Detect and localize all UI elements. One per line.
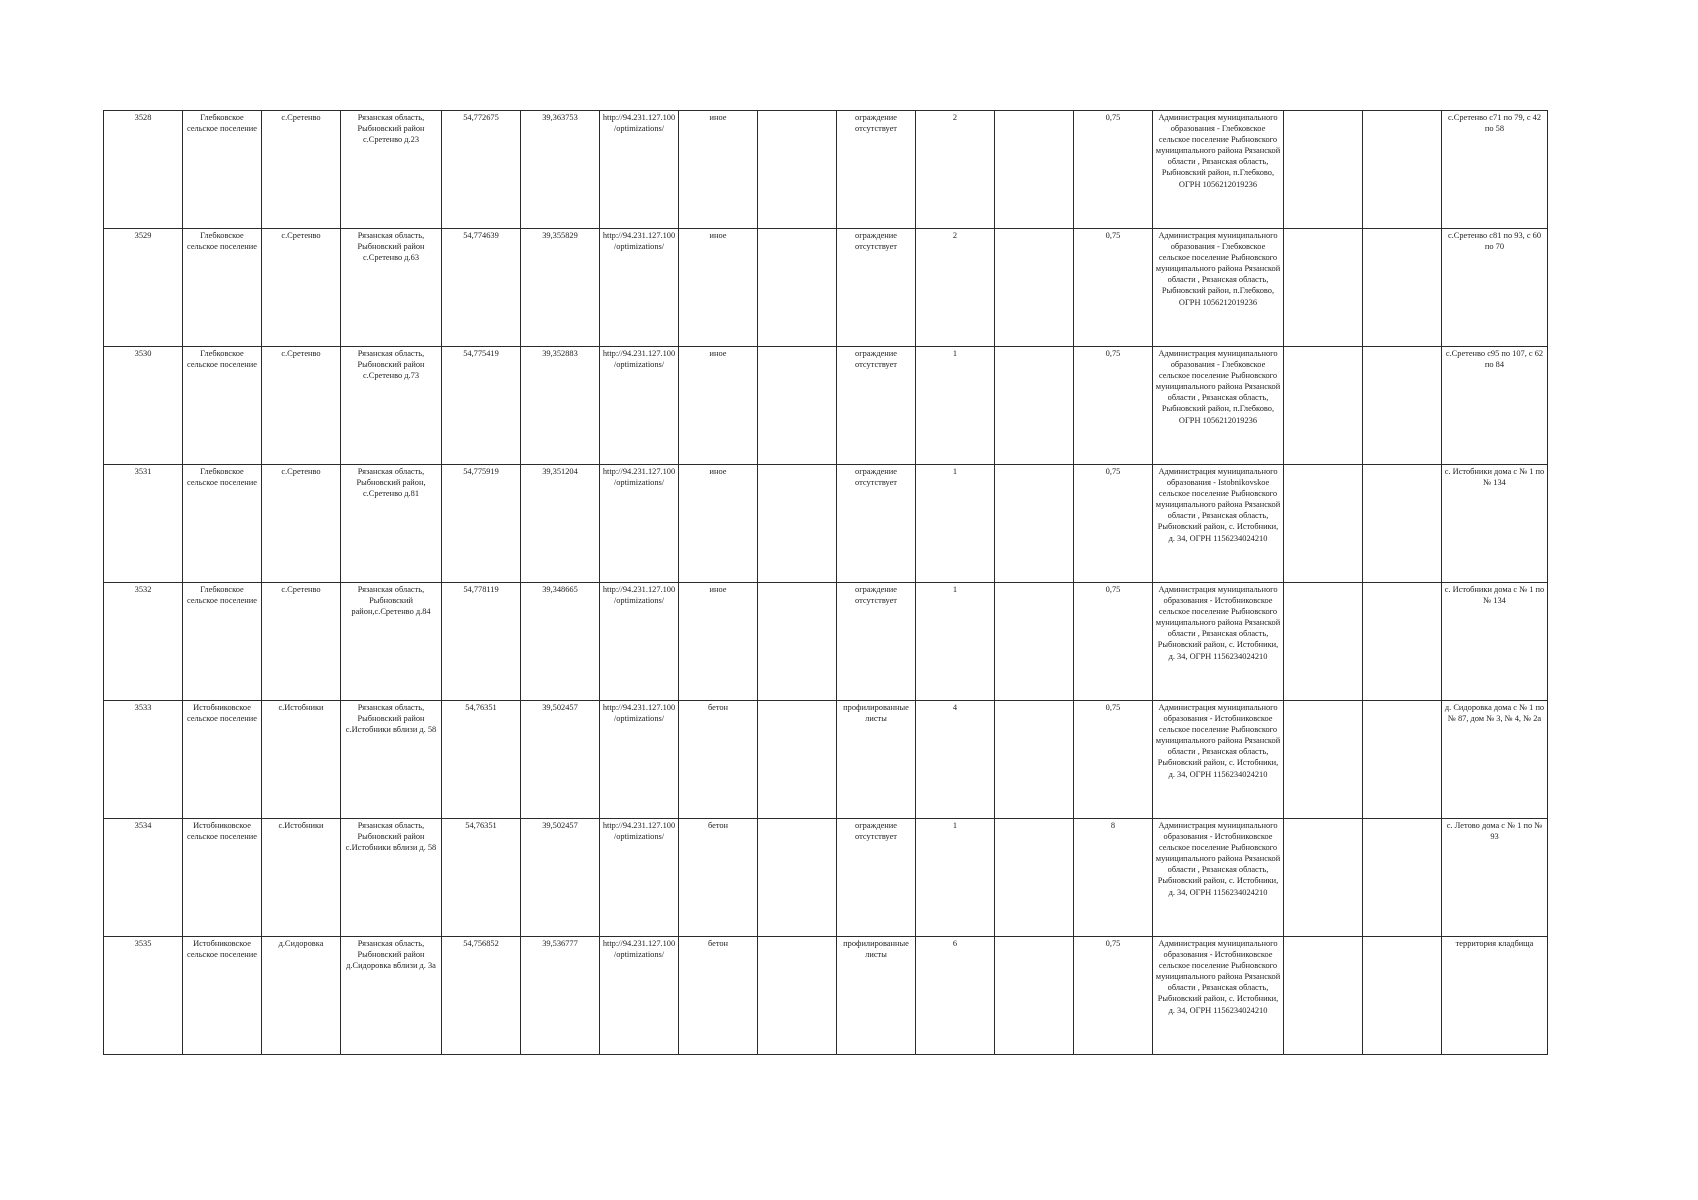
served-area-cell: с.Сретенво с95 по 107, с 62 по 84 <box>1442 347 1548 465</box>
surface-cell: иное <box>679 111 758 229</box>
url-cell: http://94.231.127.100/optimizations/ <box>600 937 679 1055</box>
address-cell: Рязанская область, Рыбновский район с.Сретенво д.73 <box>341 347 442 465</box>
table-row <box>104 465 1548 583</box>
owner-cell: Администрация муниципального образования - Истобниковское сельское поселение Рыбновского муниципального района Рязанской области , Рязанская область, Рыбновский район, с. Истобники, д. 34, ОГРН 1156234024210 <box>1153 819 1284 937</box>
table-row <box>104 347 1548 465</box>
latitude-cell: 54,76351 <box>442 701 521 819</box>
row-number-cell: 3530 <box>104 347 183 465</box>
table-row <box>104 937 1548 1055</box>
row-number-cell: 3531 <box>104 465 183 583</box>
address-cell: Рязанская область, Рыбновский район, с.Сретенво д.81 <box>341 465 442 583</box>
latitude-cell: 54,772675 <box>442 111 521 229</box>
empty-cell <box>1363 465 1442 583</box>
owner-cell: Администрация муниципального образования - Истобниковское сельское поселение Рыбновского муниципального района Рязанской области , Рязанская область, Рыбновский район, с. Истобники, д. 34, ОГРН 1156234024210 <box>1153 937 1284 1055</box>
container-count-cell: 1 <box>916 465 995 583</box>
served-area-cell: территория кладбища <box>1442 937 1548 1055</box>
container-volume-cell: 0,75 <box>1074 701 1153 819</box>
empty-cell <box>1363 583 1442 701</box>
owner-cell: Администрация муниципального образования - Истобниковское сельское поселение Рыбновского муниципального района Рязанской области , Рязанская область, Рыбновский район, с. Истобники, д. 34, ОГРН 1156234024210 <box>1153 583 1284 701</box>
empty-cell <box>1284 701 1363 819</box>
empty-cell <box>1284 937 1363 1055</box>
row-number-cell: 3528 <box>104 111 183 229</box>
fence-cell: ограждение отсутствует <box>837 347 916 465</box>
table-row <box>104 229 1548 347</box>
container-volume-cell: 0,75 <box>1074 583 1153 701</box>
empty-cell <box>1363 937 1442 1055</box>
empty-cell <box>1363 111 1442 229</box>
container-count-cell: 1 <box>916 819 995 937</box>
empty-cell <box>758 347 837 465</box>
empty-cell <box>1284 819 1363 937</box>
locality-cell: с.Сретенво <box>262 465 341 583</box>
served-area-cell: с. Истобники дома с № 1 по № 134 <box>1442 583 1548 701</box>
container-count-cell: 2 <box>916 229 995 347</box>
longitude-cell: 39,351204 <box>521 465 600 583</box>
row-number-cell: 3535 <box>104 937 183 1055</box>
latitude-cell: 54,774639 <box>442 229 521 347</box>
empty-cell <box>995 701 1074 819</box>
served-area-cell: д. Сидоровка дома с № 1 по № 87, дом № 3, № 4, № 2а <box>1442 701 1548 819</box>
fence-cell: ограждение отсутствует <box>837 465 916 583</box>
container-volume-cell: 0,75 <box>1074 465 1153 583</box>
table-row <box>104 819 1548 937</box>
surface-cell: бетон <box>679 819 758 937</box>
url-cell: http://94.231.127.100/optimizations/ <box>600 347 679 465</box>
latitude-cell: 54,778119 <box>442 583 521 701</box>
container-count-cell: 6 <box>916 937 995 1055</box>
longitude-cell: 39,502457 <box>521 701 600 819</box>
served-area-cell: с. Летово дома с № 1 по № 93 <box>1442 819 1548 937</box>
empty-cell <box>1363 819 1442 937</box>
row-number-cell: 3534 <box>104 819 183 937</box>
empty-cell <box>995 937 1074 1055</box>
address-cell: Рязанская область, Рыбновский район с.Истобники вблизи д. 58 <box>341 819 442 937</box>
locality-cell: с.Сретенво <box>262 583 341 701</box>
fence-cell: профилированные листы <box>837 937 916 1055</box>
locality-cell: с.Сретенво <box>262 347 341 465</box>
address-cell: Рязанская область, Рыбновский район д.Сидоровка вблизи д. 3а <box>341 937 442 1055</box>
url-cell: http://94.231.127.100/optimizations/ <box>600 229 679 347</box>
surface-cell: бетон <box>679 937 758 1055</box>
empty-cell <box>1284 583 1363 701</box>
latitude-cell: 54,775919 <box>442 465 521 583</box>
address-cell: Рязанская область, Рыбновский район с.Истобники вблизи д. 58 <box>341 701 442 819</box>
container-volume-cell: 0,75 <box>1074 347 1153 465</box>
url-cell: http://94.231.127.100/optimizations/ <box>600 701 679 819</box>
empty-cell <box>758 701 837 819</box>
container-volume-cell: 0,75 <box>1074 229 1153 347</box>
owner-cell: Администрация муниципального образования - Глебковское сельское поселение Рыбновского муниципального района Рязанской области , Рязанская область, Рыбновский район, п.Глебково, ОГРН 1056212019236 <box>1153 347 1284 465</box>
container-count-cell: 1 <box>916 583 995 701</box>
empty-cell <box>1284 229 1363 347</box>
settlement-cell: Глебковское сельское поселение <box>183 229 262 347</box>
address-cell: Рязанская область, Рыбновский район с.Сретенво д.63 <box>341 229 442 347</box>
empty-cell <box>758 111 837 229</box>
served-area-cell: с.Сретенво с71 по 79, с 42 по 58 <box>1442 111 1548 229</box>
empty-cell <box>1284 111 1363 229</box>
owner-cell: Администрация муниципального образования - Глебковское сельское поселение Рыбновского муниципального района Рязанской области , Рязанская область, Рыбновский район, п.Глебково, ОГРН 1056212019236 <box>1153 111 1284 229</box>
latitude-cell: 54,756852 <box>442 937 521 1055</box>
locality-cell: с.Истобники <box>262 819 341 937</box>
latitude-cell: 54,76351 <box>442 819 521 937</box>
settlement-cell: Глебковское сельское поселение <box>183 347 262 465</box>
row-number-cell: 3533 <box>104 701 183 819</box>
locality-cell: д.Сидоровка <box>262 937 341 1055</box>
url-cell: http://94.231.127.100/optimizations/ <box>600 465 679 583</box>
container-volume-cell: 0,75 <box>1074 111 1153 229</box>
longitude-cell: 39,502457 <box>521 819 600 937</box>
locality-cell: с.Истобники <box>262 701 341 819</box>
empty-cell <box>758 937 837 1055</box>
locality-cell: с.Сретенво <box>262 229 341 347</box>
surface-cell: бетон <box>679 701 758 819</box>
settlement-cell: Глебковское сельское поселение <box>183 465 262 583</box>
locality-cell: с.Сретенво <box>262 111 341 229</box>
settlement-cell: Истобниковское сельское поселение <box>183 937 262 1055</box>
table-row <box>104 583 1548 701</box>
empty-cell <box>995 229 1074 347</box>
row-number-cell: 3529 <box>104 229 183 347</box>
longitude-cell: 39,352883 <box>521 347 600 465</box>
owner-cell: Администрация муниципального образования - Глебковское сельское поселение Рыбновского муниципального района Рязанской области , Рязанская область, Рыбновский район, п.Глебково, ОГРН 1056212019236 <box>1153 229 1284 347</box>
address-cell: Рязанская область, Рыбновский район с.Сретенво д.23 <box>341 111 442 229</box>
empty-cell <box>1363 701 1442 819</box>
longitude-cell: 39,363753 <box>521 111 600 229</box>
settlement-cell: Истобниковское сельское поселение <box>183 819 262 937</box>
empty-cell <box>1363 229 1442 347</box>
surface-cell: иное <box>679 229 758 347</box>
container-count-cell: 1 <box>916 347 995 465</box>
address-cell: Рязанская область, Рыбновский район,с.Сретенво д.84 <box>341 583 442 701</box>
empty-cell <box>995 583 1074 701</box>
owner-cell: Администрация муниципального образования - Истобниковское сельское поселение Рыбновского муниципального района Рязанской области , Рязанская область, Рыбновский район, с. Истобники, д. 34, ОГРН 1156234024210 <box>1153 701 1284 819</box>
served-area-cell: с. Истобники дома с № 1 по № 134 <box>1442 465 1548 583</box>
url-cell: http://94.231.127.100/optimizations/ <box>600 819 679 937</box>
empty-cell <box>995 347 1074 465</box>
registry-rows <box>104 111 1548 1055</box>
container-count-cell: 4 <box>916 701 995 819</box>
fence-cell: ограждение отсутствует <box>837 111 916 229</box>
table-row <box>104 701 1548 819</box>
latitude-cell: 54,775419 <box>442 347 521 465</box>
owner-cell: Администрация муниципального образования - Istobnikovskoe сельское поселение Рыбновского муниципального района Рязанской области , Рязанская область, Рыбновский район, с. Истобники, д. 34, ОГРН 1156234024210 <box>1153 465 1284 583</box>
empty-cell <box>758 583 837 701</box>
empty-cell <box>1284 347 1363 465</box>
empty-cell <box>995 819 1074 937</box>
url-cell: http://94.231.127.100/optimizations/ <box>600 583 679 701</box>
empty-cell <box>995 111 1074 229</box>
row-number-cell: 3532 <box>104 583 183 701</box>
empty-cell <box>1284 465 1363 583</box>
fence-cell: ограждение отсутствует <box>837 229 916 347</box>
empty-cell <box>995 465 1074 583</box>
fence-cell: ограждение отсутствует <box>837 819 916 937</box>
empty-cell <box>1363 347 1442 465</box>
registry-table <box>103 110 1548 1055</box>
surface-cell: иное <box>679 465 758 583</box>
fence-cell: ограждение отсутствует <box>837 583 916 701</box>
longitude-cell: 39,348665 <box>521 583 600 701</box>
longitude-cell: 39,536777 <box>521 937 600 1055</box>
url-cell: http://94.231.127.100/optimizations/ <box>600 111 679 229</box>
surface-cell: иное <box>679 583 758 701</box>
empty-cell <box>758 465 837 583</box>
settlement-cell: Истобниковское сельское поселение <box>183 701 262 819</box>
empty-cell <box>758 819 837 937</box>
longitude-cell: 39,355829 <box>521 229 600 347</box>
empty-cell <box>758 229 837 347</box>
surface-cell: иное <box>679 347 758 465</box>
settlement-cell: Глебковское сельское поселение <box>183 111 262 229</box>
fence-cell: профилированные листы <box>837 701 916 819</box>
container-volume-cell: 8 <box>1074 819 1153 937</box>
settlement-cell: Глебковское сельское поселение <box>183 583 262 701</box>
table-row <box>104 111 1548 229</box>
container-count-cell: 2 <box>916 111 995 229</box>
served-area-cell: с.Сретенво с81 по 93, с 60 по 70 <box>1442 229 1548 347</box>
container-volume-cell: 0,75 <box>1074 937 1153 1055</box>
